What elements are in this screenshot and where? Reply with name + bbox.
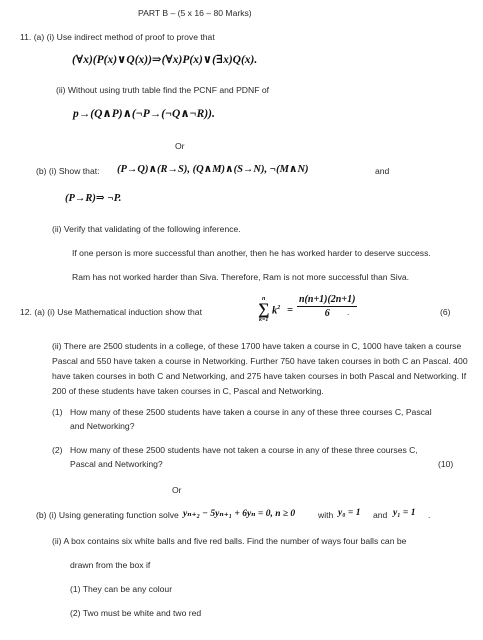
q11a-ii-text: (ii) Without using truth table find the PCNF and PDNF of: [56, 85, 270, 95]
marks-6: (6): [440, 307, 451, 317]
q11b-i-formula2: (P→R)⇒ ¬P.: [65, 193, 122, 204]
q12b-ii-choice-2: (2) Two must be white and two red: [70, 608, 202, 618]
marks-10: (10): [438, 459, 454, 469]
or-separator-11: Or: [175, 141, 185, 151]
q12b-init-y1: y₁ = 1: [393, 508, 416, 518]
q12a-ii-1-line2: and Networking?: [70, 421, 135, 431]
q12a-ii-2-num: (2): [52, 445, 63, 455]
fraction-denominator: 6: [324, 308, 330, 319]
q11a-i-formula: (∀x)(P(x)∨Q(x))⇒(∀x)P(x)∨(∃x)Q(x).: [72, 54, 258, 66]
q11b-i-text: (b) (i) Show that:: [36, 166, 100, 176]
fraction-numerator: n(n+1)(2n+1): [299, 294, 356, 305]
q12b-and: and: [373, 510, 388, 520]
q12b-i-text: (b) (i) Using generating function solve: [36, 510, 179, 520]
part-b-header: PART B – (5 x 16 – 80 Marks): [138, 8, 252, 18]
q11b-ii-line1: If one person is more successful than another, then he has worked harder to deserve success.: [72, 248, 431, 258]
sum-upper-limit: n: [262, 296, 266, 302]
q12b-period: .: [428, 510, 431, 520]
q12a-ii-2-line1: How many of these 2500 students have not taken a course in any of these three courses C,: [70, 445, 418, 455]
or-separator-12: Or: [172, 485, 182, 495]
q11b-ii-text: (ii) Verify that validating of the following inference.: [52, 224, 241, 234]
summation-symbol: n ∑ k=1: [258, 296, 270, 323]
sum-term: $k^2$: [272, 305, 281, 317]
equals-sign: =: [287, 305, 293, 316]
q12a-i-text: 12. (a) (i) Use Mathematical induction show that: [20, 307, 202, 317]
q12a-ii-1-num: (1): [52, 407, 63, 417]
q11b-and: and: [375, 166, 390, 176]
q12b-ii-line2: drawn from the box if: [70, 560, 151, 570]
q11a-ii-formula: p→(Q∧P)∧(¬P→(¬Q∧¬R)).: [73, 108, 215, 120]
q11b-i-formula: (P→Q)∧(R→S), (Q∧M)∧(S→N), ¬(M∧N): [117, 164, 309, 175]
q12a-ii-paragraph: (ii) There are 2500 students in a college, of these 1700 have taken a course in C, 1000 have taken a course Pascal and 550 have taken a course in Networking. Further 750 have taken courses in both C an Pascal. 400 have taken courses in both C and Networking, and 275 have taken courses in both Pascal and Networking. If 200 of these students have taken courses in C, Pascal and Networking.: [52, 341, 468, 396]
sum-lower-limit: k=1: [258, 317, 269, 323]
q11b-ii-line2: Ram has not worked harder than Siva. Therefore, Ram is not more successful than Siva.: [72, 272, 410, 282]
q12b-with: with: [318, 510, 334, 520]
q12b-init-y0: y₀ = 1: [338, 508, 361, 518]
q11a-i-text: 11. (a) (i) Use indirect method of proof to prove that: [20, 32, 215, 42]
q12b-ii-choice-1: (1) They can be any colour: [70, 584, 173, 594]
q12b-recurrence: yₙ₊₂ − 5yₙ₊₁ + 6yₙ = 0, n ≥ 0: [183, 509, 296, 519]
q12a-ii-1-line1: How many of these 2500 students have taken a course in any of these three courses C, Pascal: [70, 407, 432, 417]
q12b-ii-line1: (ii) A box contains six white balls and five red balls. Find the number of ways four balls can be: [52, 536, 407, 546]
q12a-ii-2-line2: Pascal and Networking?: [70, 459, 163, 469]
